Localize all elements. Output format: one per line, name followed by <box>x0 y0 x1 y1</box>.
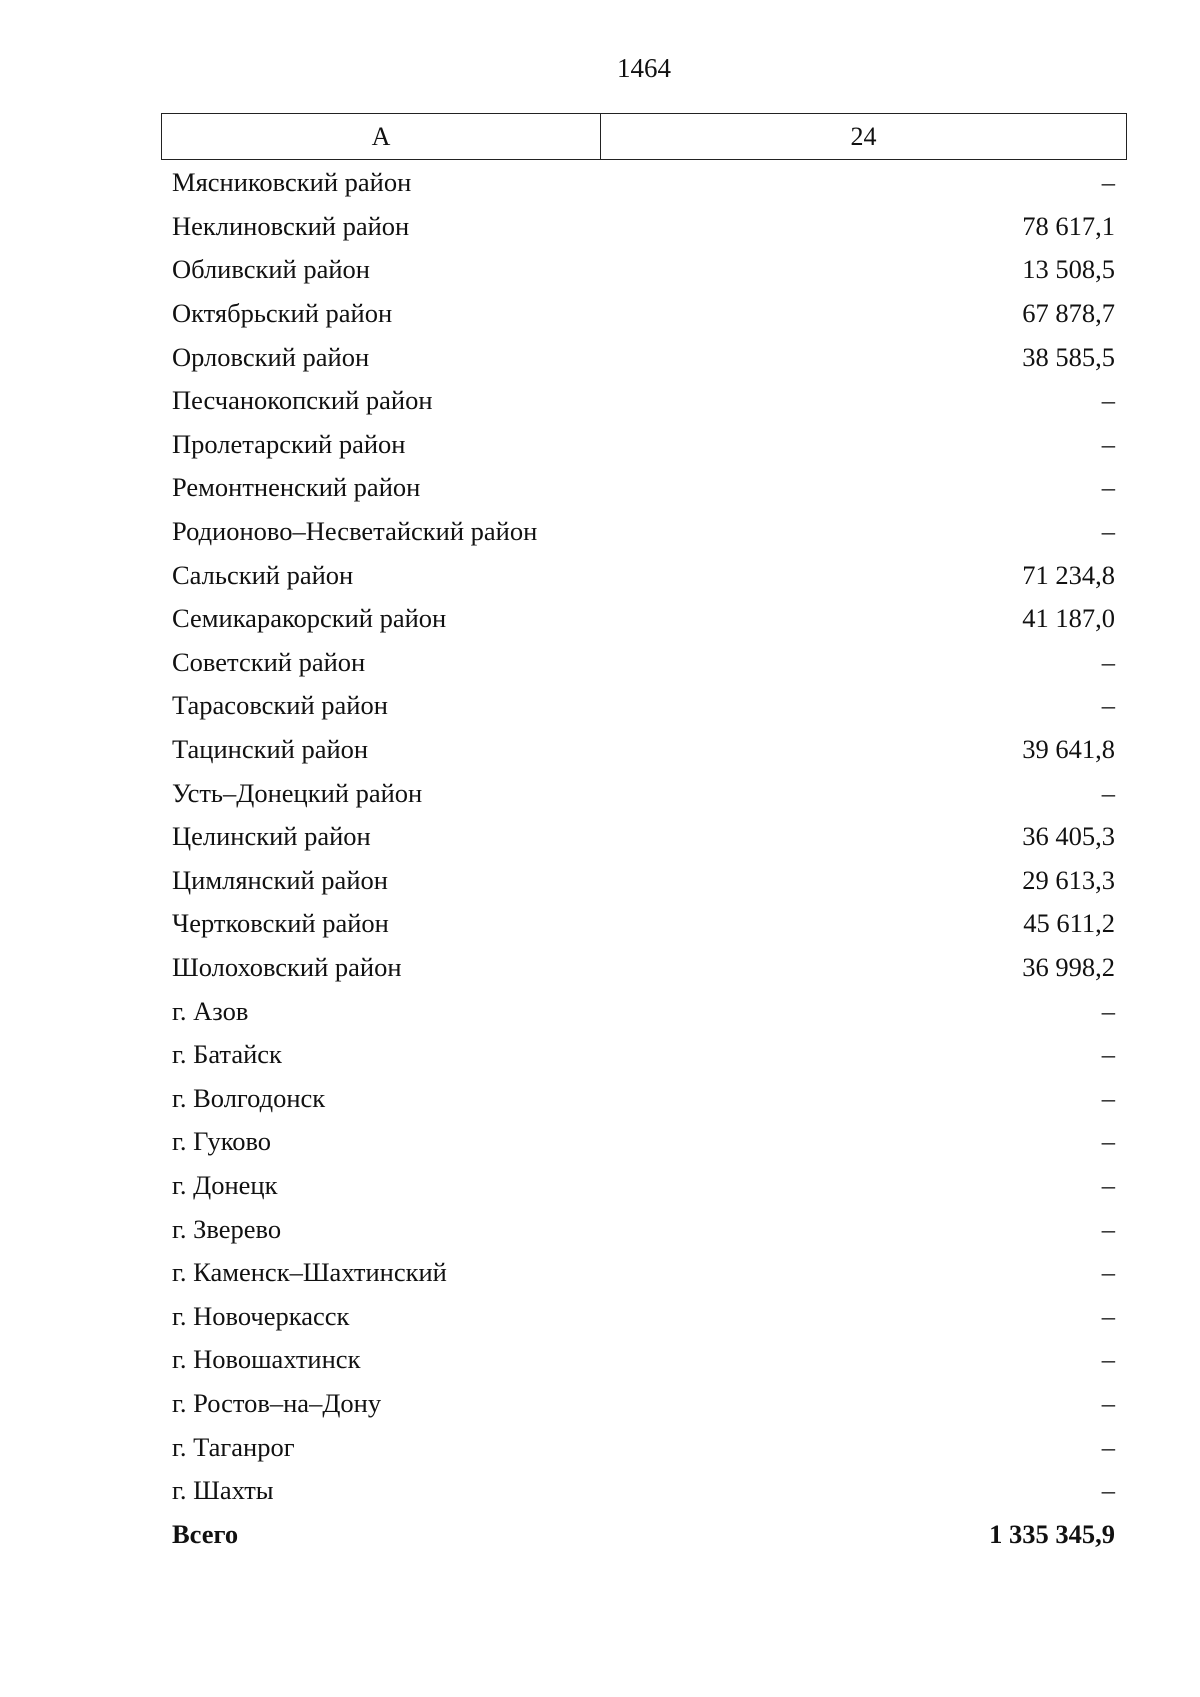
table-row <box>161 161 1127 205</box>
row-name: Октябрьский район <box>172 298 393 329</box>
row-name: Целинский район <box>172 821 371 852</box>
table-row <box>161 1120 1127 1164</box>
row-value: 41 187,0 <box>1022 603 1115 634</box>
table-row <box>161 248 1127 292</box>
row-name: Ремонтненский район <box>172 472 421 503</box>
total-label: Всего <box>172 1518 239 1549</box>
row-name: г. Гуково <box>172 1126 272 1157</box>
row-value: – <box>1101 472 1115 503</box>
table-row <box>161 205 1127 249</box>
row-name: г. Азов <box>172 995 249 1026</box>
row-name: г. Новочеркасск <box>172 1300 350 1331</box>
row-value: – <box>1101 1169 1115 1200</box>
row-value: 39 641,8 <box>1022 734 1115 765</box>
row-value: – <box>1101 1257 1115 1288</box>
row-value: – <box>1101 1344 1115 1375</box>
row-value: 71 234,8 <box>1022 559 1115 590</box>
table-row <box>161 1425 1127 1469</box>
row-name: г. Ростов–на–Дону <box>172 1387 382 1418</box>
row-value: 78 617,1 <box>1022 210 1115 241</box>
table-row <box>161 553 1127 597</box>
table-header <box>161 113 1127 160</box>
table-row <box>161 423 1127 467</box>
table-row <box>161 292 1127 336</box>
table-row <box>161 946 1127 990</box>
row-name: г. Донецк <box>172 1169 278 1200</box>
row-value: – <box>1101 167 1115 198</box>
row-name: г. Зверево <box>172 1213 282 1244</box>
row-value: – <box>1101 690 1115 721</box>
row-name: Песчанокопский район <box>172 385 433 416</box>
row-name: Сальский район <box>172 559 354 590</box>
row-value: – <box>1101 777 1115 808</box>
row-name: Семикаракорский район <box>172 603 447 634</box>
row-value: – <box>1101 1431 1115 1462</box>
table-row <box>161 728 1127 772</box>
table-row <box>161 466 1127 510</box>
row-name: г. Новошахтинск <box>172 1344 361 1375</box>
row-value: – <box>1101 1387 1115 1418</box>
row-value: – <box>1101 428 1115 459</box>
row-value: – <box>1101 995 1115 1026</box>
table-row <box>161 1251 1127 1295</box>
table-row <box>161 771 1127 815</box>
page-number: 1464 <box>617 53 671 83</box>
row-name: Тацинский район <box>172 734 369 765</box>
column-header-a: А <box>162 114 601 159</box>
table-row <box>161 815 1127 859</box>
total-value: 1 335 345,9 <box>989 1518 1115 1549</box>
row-value: – <box>1101 646 1115 677</box>
row-name: г. Шахты <box>172 1475 274 1506</box>
table-row <box>161 989 1127 1033</box>
row-name: г. Волгодонск <box>172 1082 326 1113</box>
row-value: 29 613,3 <box>1022 864 1115 895</box>
table-row <box>161 1469 1127 1513</box>
row-value: – <box>1101 1082 1115 1113</box>
row-name: Обливский район <box>172 254 370 285</box>
table-body <box>161 161 1127 1556</box>
row-value: – <box>1101 516 1115 547</box>
row-name: Чертковский район <box>172 908 389 939</box>
row-value: 67 878,7 <box>1022 298 1115 329</box>
row-value: – <box>1101 1475 1115 1506</box>
table-row <box>161 1207 1127 1251</box>
table-row <box>161 1164 1127 1208</box>
total-row <box>161 1512 1127 1556</box>
table-row <box>161 597 1127 641</box>
table-row <box>161 859 1127 903</box>
row-value: – <box>1101 1213 1115 1244</box>
row-name: Цимлянский район <box>172 864 388 895</box>
table-row <box>161 1076 1127 1120</box>
table-row <box>161 1382 1127 1426</box>
row-value: 36 405,3 <box>1022 821 1115 852</box>
table-row <box>161 902 1127 946</box>
row-name: г. Батайск <box>172 1039 282 1070</box>
row-value: 36 998,2 <box>1022 951 1115 982</box>
row-name: г. Таганрог <box>172 1431 295 1462</box>
row-value: – <box>1101 1039 1115 1070</box>
row-value: – <box>1101 385 1115 416</box>
column-header-24: 24 <box>850 121 877 151</box>
row-name: Орловский район <box>172 341 370 372</box>
row-name: Усть–Донецкий район <box>172 777 423 808</box>
table-row <box>161 684 1127 728</box>
row-name: Родионово–Несветайский район <box>172 516 538 547</box>
table-row <box>161 335 1127 379</box>
table-row <box>161 1033 1127 1077</box>
table-row <box>161 641 1127 685</box>
row-name: Тарасовский район <box>172 690 388 721</box>
table-row <box>161 1338 1127 1382</box>
row-name: Мясниковский район <box>172 167 412 198</box>
table-row <box>161 379 1127 423</box>
row-name: г. Каменск–Шахтинский <box>172 1257 447 1288</box>
table-row <box>161 510 1127 554</box>
row-name: Неклиновский район <box>172 210 410 241</box>
row-value: 45 611,2 <box>1023 908 1115 939</box>
table-row <box>161 1294 1127 1338</box>
row-name: Шолоховский район <box>172 951 402 982</box>
row-value: 38 585,5 <box>1022 341 1115 372</box>
row-value: – <box>1101 1126 1115 1157</box>
row-name: Советский район <box>172 646 366 677</box>
row-name: Пролетарский район <box>172 428 406 459</box>
row-value: 13 508,5 <box>1022 254 1115 285</box>
row-value: – <box>1101 1300 1115 1331</box>
